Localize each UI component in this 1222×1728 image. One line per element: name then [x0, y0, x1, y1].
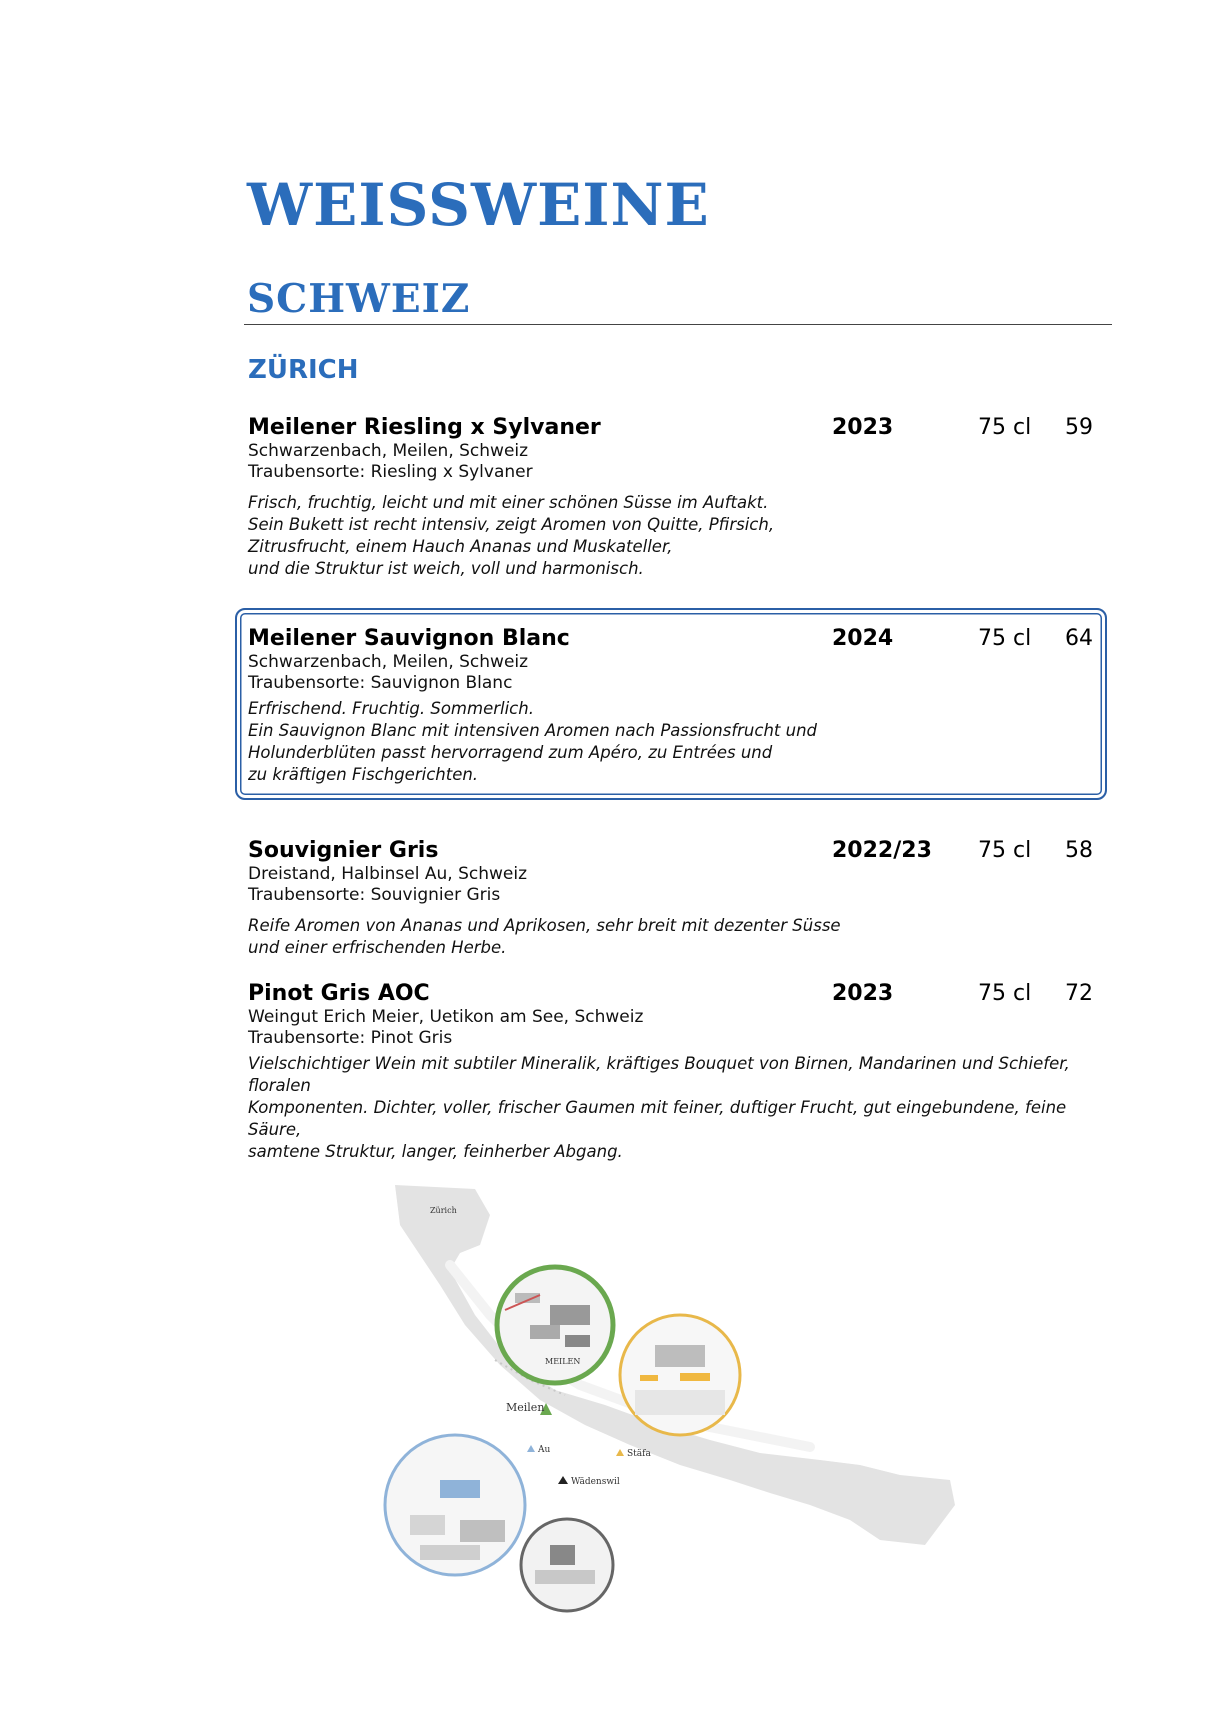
wine-grape: Traubensorte: Pinot Gris [248, 1028, 453, 1048]
wine-price: 72 [1065, 981, 1093, 1006]
wine-entry [248, 838, 1108, 959]
wine-size: 75 cl [978, 981, 1032, 1006]
wine-price: 58 [1065, 838, 1093, 863]
waedenswil-marker-icon [558, 1476, 568, 1484]
wine-grape: Traubensorte: Souvignier Gris [248, 885, 501, 905]
region-heading: ZÜRICH [248, 355, 359, 385]
wine-entry [248, 415, 1108, 580]
lake-zurich-map [380, 1175, 960, 1615]
country-heading: SCHWEIZ [247, 276, 471, 322]
wine-description: Vielschichtiger Wein mit subtiler Mineralik, kräftiges Bouquet von Birnen, Mandarinen und Schiefer, floralen Komponenten. Dichter, voller, frischer Gaumen mit feiner, duftiger Frucht, gut eingebundene, feine Säure, samtene Struktur, langer, feinherber Abgang. [248, 1054, 1070, 1161]
wine-producer: Weingut Erich Meier, Uetikon am See, Schweiz [248, 1007, 644, 1027]
staefa-inset [620, 1315, 740, 1435]
map-label-meilen: Meilen [506, 1401, 545, 1414]
wine-grape: Traubensorte: Riesling x Sylvaner [248, 462, 533, 482]
page-title: WEISSWEINE [247, 171, 710, 239]
wine-size: 75 cl [978, 626, 1032, 651]
au-inset [385, 1435, 525, 1575]
wine-producer: Schwarzenbach, Meilen, Schweiz [248, 441, 529, 461]
map-label-meilen-inset: MEILEN [545, 1357, 581, 1366]
wine-vintage: 2022/23 [832, 838, 932, 863]
wine-name: Meilener Sauvignon Blanc [248, 626, 570, 651]
wine-entry [248, 981, 1108, 1163]
wine-name: Souvignier Gris [248, 838, 439, 863]
map-label-zurich: Zürich [430, 1206, 457, 1215]
wine-price: 64 [1065, 626, 1093, 651]
wine-grape: Traubensorte: Sauvignon Blanc [248, 673, 513, 693]
heading-divider [244, 324, 1112, 325]
wine-size: 75 cl [978, 838, 1032, 863]
wine-producer: Schwarzenbach, Meilen, Schweiz [248, 652, 529, 672]
map-label-staefa: Stäfa [627, 1449, 651, 1459]
wine-vintage: 2023 [832, 415, 894, 440]
wine-vintage: 2023 [832, 981, 894, 1006]
map-label-waedenswil: Wädenswil [571, 1477, 620, 1487]
wine-vintage: 2024 [832, 626, 894, 651]
wine-description: Frisch, fruchtig, leicht und mit einer schönen Süsse im Auftakt. Sein Bukett ist recht intensiv, zeigt Aromen von Quitte, Pfirsich, Zitrusfrucht, einem Hauch Ananas und Muskateller, und die Struktur ist weich, voll und harmonisch. [248, 493, 775, 578]
meilen-inset [497, 1267, 613, 1383]
wine-name: Meilener Riesling x Sylvaner [248, 415, 601, 440]
wine-entry-highlighted [248, 626, 1108, 786]
wine-price: 59 [1065, 415, 1093, 440]
map-label-au: Au [538, 1445, 551, 1455]
waedenswil-inset [521, 1519, 613, 1611]
wine-size: 75 cl [978, 415, 1032, 440]
wine-description: Erfrischend. Fruchtig. Sommerlich. Ein Sauvignon Blanc mit intensiven Aromen nach Passionsfrucht und Holunderblüten passt hervorragend zum Apéro, zu Entrées und zu kräftigen Fischgerichten. [248, 699, 818, 784]
wine-name: Pinot Gris AOC [248, 981, 430, 1006]
wine-producer: Dreistand, Halbinsel Au, Schweiz [248, 864, 527, 884]
au-marker-icon [527, 1445, 535, 1452]
wine-description: Reife Aromen von Ananas und Aprikosen, sehr breit mit dezenter Süsse und einer erfrischenden Herbe. [248, 916, 841, 957]
staefa-marker-icon [616, 1449, 624, 1456]
